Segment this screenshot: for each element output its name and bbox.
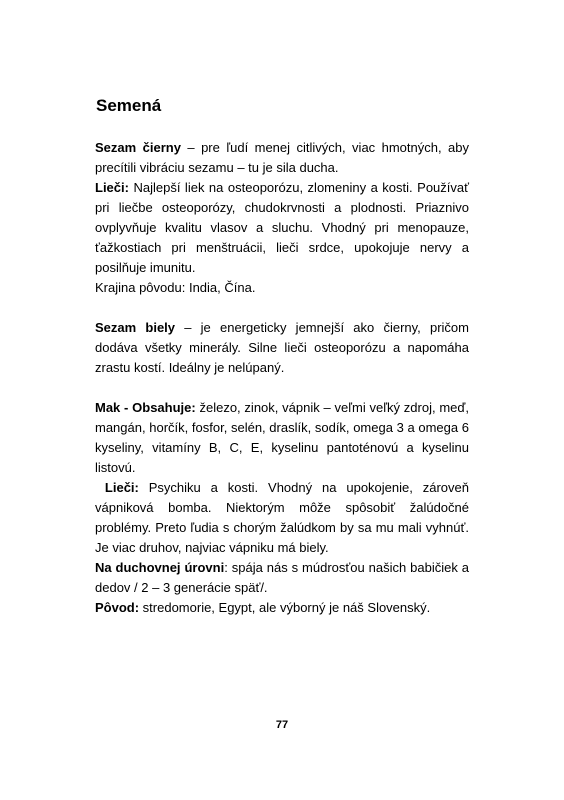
term-sezam-biely: Sezam biely (95, 320, 176, 335)
page-number: 77 (275, 719, 289, 731)
paragraph-sezam-cierny (95, 138, 469, 178)
body-text (95, 138, 469, 618)
spacer (95, 298, 469, 318)
spacer (95, 378, 469, 398)
label-lieci: Lieči: (95, 180, 129, 195)
paragraph-mak-origin (95, 598, 469, 618)
label-origin: Pôvod: (95, 600, 140, 615)
sezam-cierny-intro: – pre ľudí menej citlivých, viac hmotných, aby precítili vibráciu sezamu – tu je sila ducha. (95, 140, 469, 175)
paragraph-mak-spiritual (95, 558, 469, 598)
paragraph-mak (95, 398, 469, 478)
label-spiritual: Na duchovnej úrovni (95, 560, 225, 575)
paragraph-sezam-cierny-lieci (95, 178, 469, 278)
mak-contents: železo, zinok, vápnik – veľmi veľký zdroj, meď, mangán, horčík, fosfor, selén, draslík, sodík, omega 3 a omega 6 kyseliny, vitamíny B, C, E, kyselinu pantoténovú a kyselinu listovú. (95, 400, 469, 475)
mak-spiritual-text: : spája nás s múdrosťou našich babičiek a dedov / 2 – 3 generácie späť/. (95, 560, 469, 595)
paragraph-sezam-biely (95, 318, 469, 378)
mak-lieci-text: Psychiku a kosti. Vhodný na upokojenie, zároveň vápniková bomba. Niektorým môže spôsobiť žalúdočné problémy. Preto ľudia s chorým žalúdkom by sa mu mali vyhnúť. Je viac druhov, najviac vápniku má biely. (95, 480, 470, 555)
mak-origin-text: stredomorie, Egypt, ale výborný je náš Slovenský. (139, 600, 431, 615)
term-mak: Mak - Obsahuje: (95, 400, 196, 415)
label-lieci: Lieči: (104, 480, 139, 495)
paragraph-sezam-cierny-origin: Krajina pôvodu: India, Čína. (95, 280, 256, 295)
paragraph-mak-lieci (95, 478, 469, 558)
term-sezam-cierny: Sezam čierny (95, 140, 181, 155)
sezam-biely-text: – je energeticky jemnejší ako čierny, pričom dodáva všetky minerály. Silne lieči osteoporózu a napomáha zrastu kostí. Ideálny je nelúpaný. (95, 320, 469, 375)
section-heading: Semená (96, 96, 162, 115)
sezam-cierny-lieci-text: Najlepší liek na osteoporózu, zlomeniny a kosti. Používať pri liečbe osteoporózy, chudokrvnosti a plodnosti. Priaznivo ovplyvňuje kvalitu vlasov a sluchu. Vhodný pri menopauze, ťažkostiach pri menštruácii, lieči srdce, upokojuje nervy a posilňuje imunitu. (95, 180, 469, 275)
